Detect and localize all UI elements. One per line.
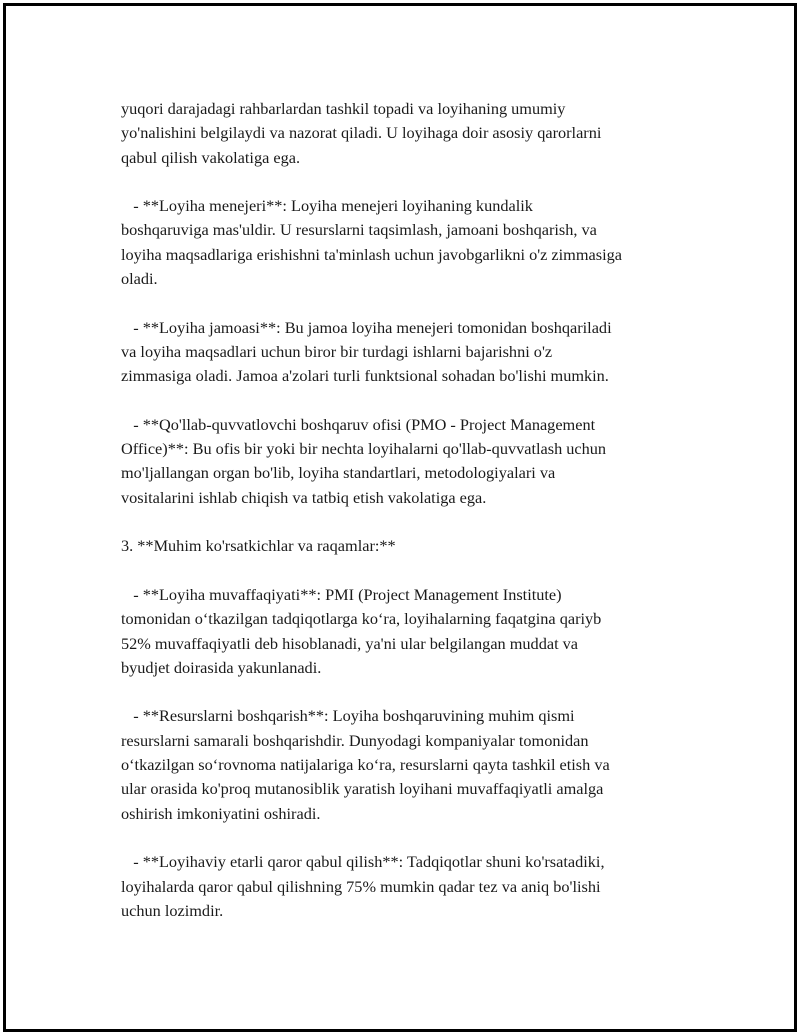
- paragraph-pmo: - **Qo'llab-quvvatlovchi boshqaruv ofisi (PMO - Project Management Office)**: Bu ofis bir yoki bir nechta loyihalarni qo'llab-quvvatlash uchun mo'ljallangan organ bo'lib, loyiha standartlari, metodologiyalari va vositalarini ishlab chiqish va tatbiq etish vakolatiga ega.: [121, 414, 607, 507]
- paragraph-steering-committee: yuqori darajadagi rahbarlardan tashkil topadi va loyihaning umumiy yo'nalishini belgilaydi va nazorat qiladi. U loyihaga doir asosiy qarorlarni qabul qilish vakolatiga ega.: [121, 99, 602, 167]
- paragraph-project-manager: - **Loyiha menejeri**: Loyiha menejeri loyihaning kundalik boshqaruviga mas'uldir. U resurslarni taqsimlash, jamoani boshqarish, va loyiha maqsadlariga erishishni ta'minlash uchun javobgarlikni o'z zimmasiga oladi.: [121, 196, 622, 289]
- section-heading-key-indicators: 3. **Muhim ko'rsatkichlar va raqamlar:**: [121, 536, 396, 556]
- document-body: [121, 97, 701, 947]
- paragraph-project-success: - **Loyiha muvaffaqiyati**: PMI (Project Management Institute) tomonidan o‘tkazilgan tadqiqotlarga ko‘ra, loyihalarning faqatgina qariyb 52% muvaffaqiyatli deb hisoblanadi, ya'ni ular belgilangan muddat va byudjet doirasida yakunlanadi.: [121, 584, 602, 677]
- paragraph-resource-management: - **Resurslarni boshqarish**: Loyiha boshqaruvining muhim qismi resurslarni samarali boshqarishdir. Dunyodagi kompaniyalar tomonidan o‘tkazilgan so‘rovnoma natijalariga ko‘ra, resurslarni qayta tashkil etish va ular orasida ko'proq mutanosiblik yaratish loyihani muvaffaqiyatli amalga oshirish imkoniyatini oshiradi.: [121, 706, 610, 823]
- paragraph-decision-making: - **Loyihaviy etarli qaror qabul qilish**: Tadqiqotlar shuni ko'rsatadiki, loyihalarda qaror qabul qilishning 75% mumkin qadar tez va aniq bo'lishi uchun lozimdir.: [121, 852, 605, 920]
- page-frame: [3, 3, 797, 1032]
- paragraph-project-team: - **Loyiha jamoasi**: Bu jamoa loyiha menejeri tomonidan boshqariladi va loyiha maqsadlari uchun biror bir turdagi ishlarni bajarishni o'z zimmasiga oladi. Jamoa a'zolari turli funktsional sohadan bo'lishi mumkin.: [121, 317, 612, 386]
